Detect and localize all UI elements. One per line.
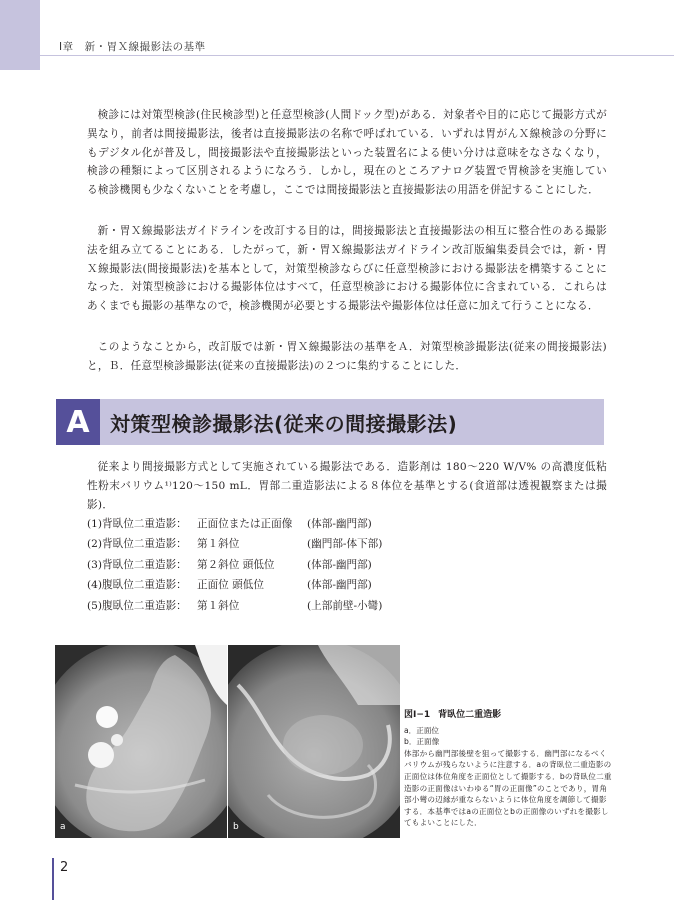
position-target: (体部-幽門部) <box>307 579 372 592</box>
position-number: (2)背臥位二重造影： <box>87 538 187 551</box>
position-name: 第１斜位 <box>197 599 240 612</box>
position-name: 第１斜位 <box>197 538 240 551</box>
section-letter-badge: A <box>56 399 100 445</box>
position-number: (4)腹臥位二重造影： <box>87 579 187 592</box>
image-label-a: a <box>60 822 66 832</box>
figure-title-line <box>404 710 614 722</box>
caption-item-a: a．正面位 <box>404 725 440 735</box>
chapter-tab <box>0 0 40 70</box>
position-number: (3)背臥位二重造影： <box>87 558 187 571</box>
figure-title: 背臥位二重造影 <box>438 710 502 720</box>
image-label-b: b <box>233 822 239 832</box>
xray-image-b <box>228 645 400 838</box>
caption-description: 体部から幽門部後壁を狙って撮影する．幽門部になるべくバリウムが残らないように注意する．aの背臥位二重造影の正面位は体位角度を正面位として撮影する．bの背臥位二重造影の正面像はいわゆる“胃の正面像”のことであり，胃角部小彎の辺縁が重ならないように体位角度を調節して撮影する．本基準ではaの正面位とbの正面像のいずれを撮影してもよいことにした． <box>404 748 612 828</box>
caption-item-b: b．正面像 <box>404 737 440 747</box>
position-target: (上部前壁-小彎) <box>307 599 383 612</box>
position-list <box>87 514 607 616</box>
body-paragraph-3: このようなことから，改訂版では新・胃Ｘ線撮影法の基準をＡ．対策型検診撮影法(従来の間接撮影法)と，Ｂ．任意型検診撮影法(従来の直接撮影法)の２つに集約することにした． <box>87 341 607 372</box>
position-number: (1)背臥位二重造影： <box>87 518 187 530</box>
position-name: 第２斜位 頭低位 <box>197 558 275 571</box>
position-target: (幽門部-体下部) <box>307 538 383 551</box>
body-paragraph-2: 新・胃Ｘ線撮影法ガイドラインを改訂する目的は，間接撮影法と直接撮影法の相互に整合性のある撮影法を組み立てることにある．したがって，新・胃Ｘ線撮影法ガイドライン改訂版編集委員会では，新・胃Ｘ線撮影法(間接撮影法)を基本として，対策型検診ならびに任意型検診における撮影法を構築することになった．対策型検診における撮影体位はすべて，任意型検診における撮影体位に含まれている．これらはあくまでも撮影の基準なので，検診機関が必要とする撮影法や撮影体位は任意に加えて行うことになる． <box>87 225 607 313</box>
figure-number: 図Ⅰ−1 <box>404 710 431 720</box>
position-target: (体部-幽門部) <box>307 558 372 571</box>
position-number: (5)腹臥位二重造影： <box>87 599 187 612</box>
position-name: 正面位または正面像 <box>197 518 293 530</box>
position-item <box>87 514 607 534</box>
page-number: 2 <box>60 860 69 875</box>
figure-caption <box>404 710 614 829</box>
position-item <box>87 555 607 575</box>
page-number-bar <box>52 858 54 900</box>
section-title: 対策型検診撮影法(従来の間接撮影法) <box>110 412 458 436</box>
header-rule <box>40 55 674 56</box>
position-target: (体部-幽門部) <box>307 518 372 530</box>
position-item <box>87 596 607 616</box>
body-paragraph-1: 検診には対策型検診(住民検診型)と任意型検診(人間ドック型)がある．対象者や目的に応じて撮影方式が異なり，前者は間接撮影法，後者は直接撮影法の名称で呼ばれている．いずれは胃がんＸ線検診の分野にもデジタル化が普及し，間接撮影法や直接撮影法といった装置名による使い分けは意味をなさなくなり，検診の種類によって区別されるようになろう．しかし，現在のところアナログ装置で胃検診を実施している検診機関も少なくないことを考慮し，ここでは間接撮影法と直接撮影法の用語を併記することにした． <box>87 109 607 197</box>
position-name: 正面位 頭低位 <box>197 579 264 592</box>
chapter-header: Ⅰ章 新・胃Ｘ線撮影法の基準 <box>59 41 206 53</box>
position-item <box>87 534 607 554</box>
xray-image-a <box>55 645 227 838</box>
position-item <box>87 575 607 595</box>
section-intro: 従来より間接撮影方式として実施されている撮影法である．造影剤は 180〜220 W/V% の高濃度低粘性粉末バリウム¹⁾120〜150 mL．胃部二重造影法による８体位を基準とする(食道部は透視観察または撮影)． <box>87 461 607 511</box>
